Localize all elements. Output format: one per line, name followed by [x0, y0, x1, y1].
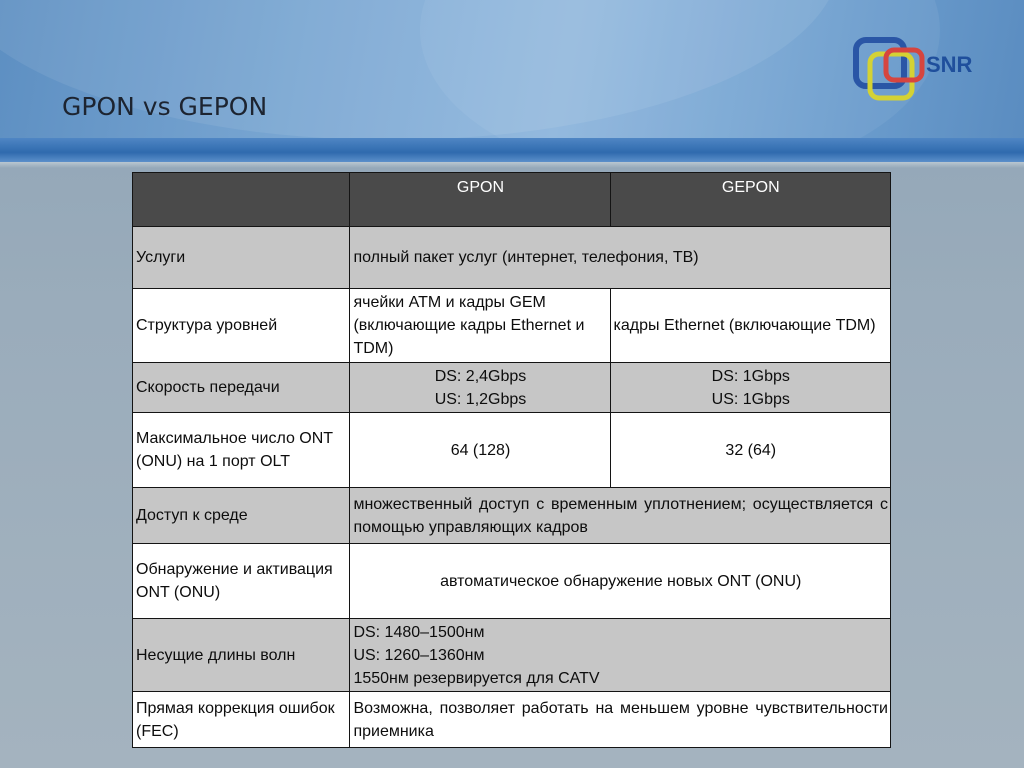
row-label: Скорость передачи	[133, 363, 350, 413]
gepon-value	[610, 363, 890, 413]
row-label: Максимальное число ONT (ONU) на 1 порт OLT	[133, 413, 350, 488]
wavelength-ds: DS: 1480–1500нм	[353, 623, 485, 641]
table-row	[133, 619, 891, 692]
row-label: Прямая коррекция ошибок (FEC)	[133, 692, 350, 748]
table-row	[133, 544, 891, 619]
header-band-shadow	[0, 162, 1024, 168]
gpon-value: 64 (128)	[350, 413, 610, 488]
header-gepon: GEPON	[610, 173, 890, 227]
gpon-ds: DS: 2,4Gbps	[434, 367, 527, 385]
row-value	[350, 619, 891, 692]
gpon-us: US: 1,2Gbps	[434, 390, 527, 408]
table-row	[133, 692, 891, 748]
table-row	[133, 289, 891, 363]
wavelength-us: US: 1260–1360нм	[353, 646, 485, 664]
gpon-value: ячейки АТМ и кадры GEM (включающие кадры Ethernet и TDM)	[350, 289, 610, 363]
row-value: Возможна, позволяет работать на меньшем уровне чувствительности приемника	[350, 692, 891, 748]
logo-text: SNR	[926, 52, 973, 77]
row-label: Доступ к среде	[133, 488, 350, 544]
table-row	[133, 413, 891, 488]
gepon-value: кадры Ethernet (включающие TDM)	[610, 289, 890, 363]
gepon-ds: DS: 1Gbps	[711, 367, 790, 385]
gepon-value: 32 (64)	[610, 413, 890, 488]
row-label: Услуги	[133, 227, 350, 289]
wavelength-catv: 1550нм резервируется для CATV	[353, 669, 600, 687]
header-gpon: GPON	[350, 173, 610, 227]
header-band	[0, 138, 1024, 162]
row-value: автоматическое обнаружение новых ONT (ONU)	[350, 544, 891, 619]
table-header-row	[133, 173, 891, 227]
row-label: Обнаружение и активация ONT (ONU)	[133, 544, 350, 619]
row-value: множественный доступ с временным уплотнением; осуществляется с помощью управляющих кадров	[350, 488, 891, 544]
row-value: полный пакет услуг (интернет, телефония, ТВ)	[350, 227, 891, 289]
row-label: Структура уровней	[133, 289, 350, 363]
gepon-us: US: 1Gbps	[711, 390, 790, 408]
slide-title: GPON vs GEPON	[62, 92, 268, 121]
gpon-value	[350, 363, 610, 413]
comparison-table	[132, 172, 891, 748]
table-row	[133, 488, 891, 544]
header-empty	[133, 173, 350, 227]
row-label: Несущие длины волн	[133, 619, 350, 692]
table-row	[133, 227, 891, 289]
table-row	[133, 363, 891, 413]
